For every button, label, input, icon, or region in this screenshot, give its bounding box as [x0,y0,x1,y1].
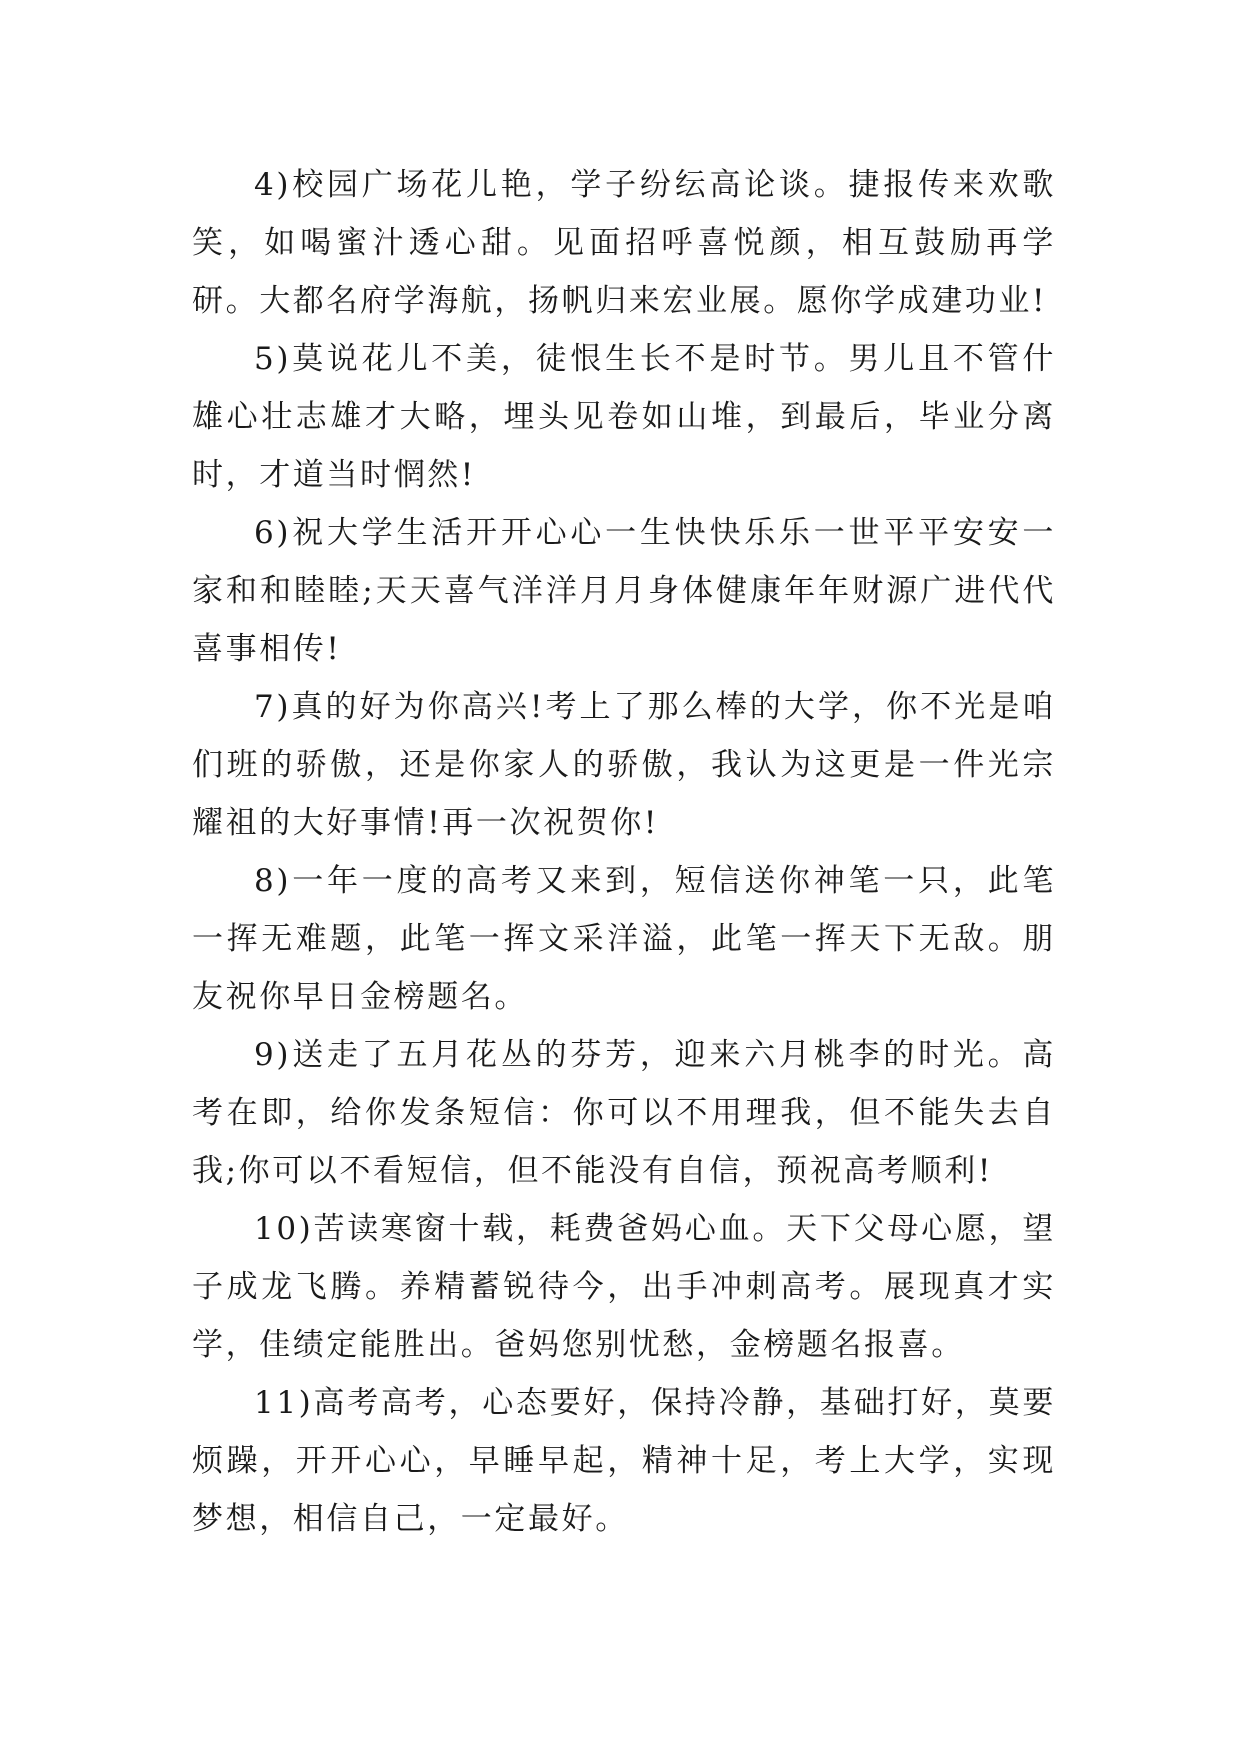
paragraph-7: 7)真的好为你高兴!考上了那么棒的大学，你不光是咱们班的骄傲，还是你家人的骄傲，我认为这更是一件光宗耀祖的大好事情!再一次祝贺你! [192,689,1056,841]
paragraph-11: 11)高考高考，心态要好，保持冷静，基础打好，莫要烦躁，开开心心，早睡早起，精神十足，考上大学，实现梦想，相信自己，一定最好。 [192,1385,1056,1537]
paragraph-9: 9)送走了五月花丛的芬芳，迎来六月桃李的时光。高考在即，给你发条短信：你可以不用理我，但不能失去自我;你可以不看短信，但不能没有自信，预祝高考顺利! [192,1037,1056,1189]
paragraph-4: 4)校园广场花儿艳，学子纷纭高论谈。捷报传来欢歌笑，如喝蜜汁透心甜。见面招呼喜悦颜，相互鼓励再学研。大都名府学海航，扬帆归来宏业展。愿你学成建功业! [192,167,1056,319]
paragraph-6: 6)祝大学生活开开心心一生快快乐乐一世平平安安一家和和睦睦;天天喜气洋洋月月身体健康年年财源广进代代喜事相传! [192,515,1056,667]
paragraph-5: 5)莫说花儿不美，徒恨生长不是时节。男儿且不管什雄心壮志雄才大略，埋头见卷如山堆，到最后，毕业分离时，才道当时惘然! [192,341,1056,493]
paragraph-8: 8)一年一度的高考又来到，短信送你神笔一只，此笔一挥无难题，此笔一挥文采洋溢，此笔一挥天下无敌。朋友祝你早日金榜题名。 [192,863,1056,1015]
document-body [192,156,1056,1548]
paragraph-10: 10)苦读寒窗十载，耗费爸妈心血。天下父母心愿，望子成龙飞腾。养精蓄锐待今，出手冲刺高考。展现真才实学，佳绩定能胜出。爸妈您别忧愁，金榜题名报喜。 [192,1211,1056,1363]
